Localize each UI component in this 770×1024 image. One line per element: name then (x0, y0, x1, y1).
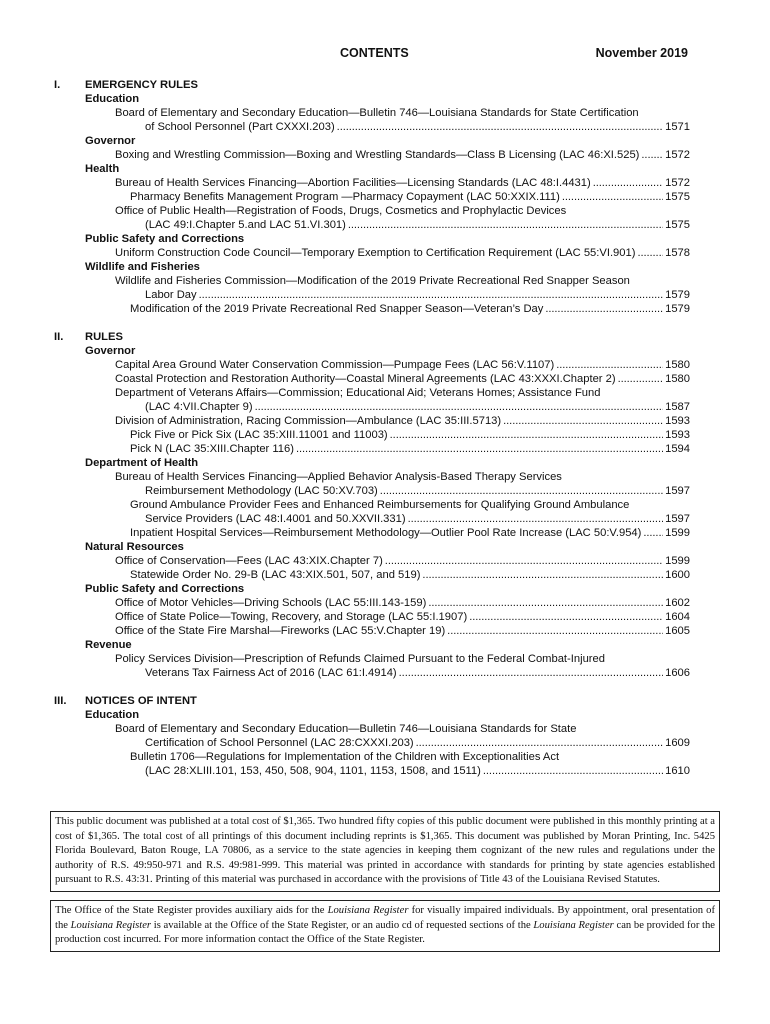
toc-entry[interactable] (0, 442, 770, 456)
dot-leader (562, 190, 663, 204)
entry-title: (LAC 4:VII.Chapter 9) (145, 401, 253, 413)
dot-leader (428, 596, 663, 610)
entry-line: Ground Ambulance Provider Fees and Enhanced Reimbursements for Qualifying Ground Ambulance (130, 499, 630, 511)
cost-notice-text: This public document was published at a total cost of $1,365. Two hundred fifty copies of this public document were published in this monthly printing at a cost of $1,365. The total cost of all printings of this document including reprints is $1,365. This document was published by Moran Printing, Inc. 5425 Florida Boulevard, Baton Rouge, LA 70806, as a service to the state agencies in keeping them cognizant of the new rules and regulations under the authority of R.S. 49:950-971 and R.S. 49:981-999. This material was printed in accordance with standards for printing by state agencies established pursuant to R.S. 43:31. Printing of this material was purchased in accordance with the provisions of Title 43 of the Louisiana Revised Statutes. (55, 816, 715, 886)
entry-leader-line (130, 302, 690, 316)
entry-title: Office of the State Fire Marshal—Fireworks (LAC 55:V.Chapter 19) (115, 625, 446, 637)
dot-leader (556, 358, 663, 372)
entry-title: Division of Administration, Racing Commission—Ambulance (LAC 35:III.5713) (115, 415, 502, 427)
entry-leader-line (145, 484, 690, 498)
page-number: 1587 (665, 401, 690, 413)
page-number: 1606 (665, 667, 690, 679)
entry-title: Capital Area Ground Water Conservation Commission—Pumpage Fees (LAC 56:V.1107) (115, 359, 555, 371)
dot-leader (199, 288, 663, 302)
page-header (0, 46, 770, 64)
page-number: 1597 (665, 485, 690, 497)
dot-leader (637, 246, 663, 260)
dot-leader (416, 736, 663, 750)
page-number: 1593 (665, 429, 690, 441)
page-number: 1575 (665, 219, 690, 231)
page-number: 1580 (665, 359, 690, 371)
page-number: 1605 (665, 625, 690, 637)
contents-heading: CONTENTS (340, 46, 409, 60)
page-number: 1599 (665, 527, 690, 539)
page-number: 1600 (665, 569, 690, 581)
entry-title: Uniform Construction Code Council—Temporary Exemption to Certification Requirement (LAC 55:VI.901) (115, 247, 636, 259)
section-numeral: II. (54, 331, 64, 343)
entry-leader-line (115, 554, 690, 568)
toc-entry[interactable] (0, 750, 770, 778)
toc-entry[interactable] (0, 568, 770, 582)
page-number: 1580 (665, 373, 690, 385)
dot-leader (255, 400, 664, 414)
toc-entry[interactable] (0, 148, 770, 162)
entry-leader-line (115, 610, 690, 624)
entry-title: Office of Motor Vehicles—Driving Schools (LAC 55:III.143-159) (115, 597, 427, 609)
page-number: 1610 (665, 765, 690, 777)
entry-leader-line (145, 400, 690, 414)
toc-entry[interactable] (0, 554, 770, 568)
entry-title: Office of State Police—Towing, Recovery, and Storage (LAC 55:I.1907) (115, 611, 468, 623)
entry-leader-line (115, 148, 690, 162)
category-heading: Education (85, 93, 140, 105)
dot-leader (593, 176, 663, 190)
entry-line: Wildlife and Fisheries Commission—Modification of the 2019 Private Recreational Red Snapper Season (115, 275, 630, 287)
entry-title: Pharmacy Benefits Management Program —Pharmacy Copayment (LAC 50:XXIX.111) (130, 191, 560, 203)
toc-entry[interactable] (0, 652, 770, 680)
toc-section (0, 78, 770, 316)
dot-leader (337, 120, 663, 134)
entry-title: Modification of the 2019 Private Recreational Red Snapper Season—Veteran’s Day (130, 303, 544, 315)
toc-entry[interactable] (0, 428, 770, 442)
entry-leader-line (130, 442, 690, 456)
toc-entry[interactable] (0, 624, 770, 638)
page-number: 1597 (665, 513, 690, 525)
entry-line: Bulletin 1706—Regulations for Implementation of the Children with Exceptionalities Act (130, 751, 560, 763)
entry-title: Reimbursement Methodology (LAC 50:XV.703) (145, 485, 378, 497)
toc-entry[interactable] (0, 274, 770, 302)
entry-leader-line (115, 624, 690, 638)
toc-section (0, 694, 770, 778)
toc-entry[interactable] (0, 470, 770, 498)
page-number: 1602 (665, 597, 690, 609)
category-heading: Wildlife and Fisheries (85, 261, 200, 273)
page-number: 1572 (665, 177, 690, 189)
dot-leader (380, 484, 663, 498)
category-heading: Education (85, 709, 140, 721)
dot-leader (348, 218, 663, 232)
entry-leader-line (145, 288, 690, 302)
section-numeral: III. (54, 695, 67, 707)
dot-leader (422, 568, 663, 582)
entry-leader-line (130, 190, 690, 204)
dot-leader (385, 554, 663, 568)
section-numeral: I. (54, 79, 61, 91)
entry-title: Coastal Protection and Restoration Authority—Coastal Mineral Agreements (LAC 43:XXXI.Chapter 2) (115, 373, 616, 385)
entry-title: Pick N (LAC 35:XIII.Chapter 116) (130, 443, 294, 455)
entry-leader-line (145, 764, 690, 778)
entry-title: Boxing and Wrestling Commission—Boxing and Wrestling Standards—Class B Licensing (LAC 46:XI.525) (115, 149, 640, 161)
page-number: 1594 (665, 443, 690, 455)
entry-leader-line (115, 176, 690, 190)
entry-title: Pick Five or Pick Six (LAC 35:XIII.11001 and 11003) (130, 429, 388, 441)
entry-leader-line (130, 428, 690, 442)
toc-entry[interactable] (0, 302, 770, 316)
toc-entry[interactable] (0, 722, 770, 750)
dot-leader (618, 372, 664, 386)
toc-entry[interactable] (0, 176, 770, 190)
toc-entry[interactable] (0, 610, 770, 624)
toc-entry[interactable] (0, 246, 770, 260)
toc-entry[interactable] (0, 498, 770, 526)
dot-leader (447, 624, 663, 638)
aids-text-2: for visually impaired individuals. By appointment, oral presentation of the (55, 905, 715, 931)
toc-entry[interactable] (0, 204, 770, 232)
page-number: 1578 (665, 247, 690, 259)
page-number: 1609 (665, 737, 690, 749)
page-number: 1579 (665, 303, 690, 315)
entry-title: Service Providers (LAC 48:I.4001 and 50.XXVII.331) (145, 513, 406, 525)
entry-title: Veterans Tax Fairness Act of 2016 (LAC 61:I.4914) (145, 667, 397, 679)
dot-leader (643, 526, 663, 540)
entry-leader-line (145, 218, 690, 232)
entry-leader-line (115, 358, 690, 372)
dot-leader (641, 148, 663, 162)
toc-entry[interactable] (0, 386, 770, 414)
entry-line: Department of Veterans Affairs—Commission; Educational Aid; Veterans Homes; Assistance Fund (115, 387, 601, 399)
entry-title: (LAC 49:I.Chapter 5.and LAC 51.VI.301) (145, 219, 346, 231)
publication-cost-notice (50, 811, 720, 892)
toc-entry[interactable] (0, 372, 770, 386)
aids-text-1: The Office of the State Register provides auxiliary aids for the (55, 905, 328, 916)
issue-date: November 2019 (595, 46, 688, 60)
toc-section (0, 330, 770, 680)
entry-leader-line (130, 568, 690, 582)
page-number: 1571 (665, 121, 690, 133)
aids-register-1: Louisiana Register (327, 905, 409, 916)
dot-leader (545, 302, 663, 316)
entry-title: Office of Conservation—Fees (LAC 43:XIX.Chapter 7) (115, 555, 383, 567)
aids-register-2: Louisiana Register (70, 919, 152, 931)
entry-title: Statewide Order No. 29-B (LAC 43:XIX.501, 507, and 519) (130, 569, 421, 581)
entry-leader-line (145, 736, 690, 750)
dot-leader (483, 764, 663, 778)
toc-entry[interactable] (0, 596, 770, 610)
entry-line: Bureau of Health Services Financing—Applied Behavior Analysis-Based Therapy Services (115, 471, 562, 483)
category-heading: Natural Resources (85, 541, 184, 553)
dot-leader (408, 512, 664, 526)
entry-line: Office of Public Health—Registration of Foods, Drugs, Cosmetics and Prophylactic Devices (115, 205, 567, 217)
entry-leader-line (145, 120, 690, 134)
dot-leader (390, 428, 663, 442)
entry-leader-line (115, 372, 690, 386)
category-heading: Governor (85, 135, 136, 147)
category-heading: Revenue (85, 639, 132, 651)
page-number: 1579 (665, 289, 690, 301)
entry-leader-line (145, 512, 690, 526)
toc-entry[interactable] (0, 106, 770, 134)
page-number: 1604 (665, 611, 690, 623)
dot-leader (503, 414, 663, 428)
toc-entry[interactable] (0, 358, 770, 372)
entry-title: of School Personnel (Part CXXXI.203) (145, 121, 335, 133)
section-title: RULES (85, 331, 123, 343)
auxiliary-aids-notice (50, 900, 720, 952)
entry-line: Board of Elementary and Secondary Education—Bulletin 746—Louisiana Standards for State Certification (115, 107, 639, 119)
entry-title: Labor Day (145, 289, 197, 301)
entry-leader-line (115, 414, 690, 428)
section-title: EMERGENCY RULES (85, 79, 198, 91)
page-number: 1575 (665, 191, 690, 203)
aids-register-3: Louisiana Register (533, 919, 614, 931)
entry-line: Policy Services Division—Prescription of Refunds Claimed Pursuant to the Federal Combat-Injured (115, 653, 605, 665)
dot-leader (469, 610, 663, 624)
dot-leader (296, 442, 663, 456)
entry-title: Certification of School Personnel (LAC 28:CXXXI.203) (145, 737, 414, 749)
category-heading: Health (85, 163, 120, 175)
toc-entry[interactable] (0, 414, 770, 428)
entry-line: Board of Elementary and Secondary Education—Bulletin 746—Louisiana Standards for State (115, 723, 577, 735)
page-number: 1593 (665, 415, 690, 427)
entry-title: Inpatient Hospital Services—Reimbursement Methodology—Outlier Pool Rate Increase (LAC 50:V.954) (130, 527, 642, 539)
dot-leader (399, 666, 663, 680)
page-number: 1572 (665, 149, 690, 161)
entry-leader-line (145, 666, 690, 680)
entry-leader-line (115, 596, 690, 610)
page-number: 1599 (665, 555, 690, 567)
toc-entry[interactable] (0, 190, 770, 204)
category-heading: Public Safety and Corrections (85, 583, 245, 595)
table-of-contents (0, 78, 770, 792)
entry-leader-line (115, 246, 690, 260)
entry-title: (LAC 28:XLIII.101, 153, 450, 508, 904, 1101, 1153, 1508, and 1511) (145, 765, 481, 777)
entry-leader-line (130, 526, 690, 540)
category-heading: Governor (85, 345, 136, 357)
section-title: NOTICES OF INTENT (85, 695, 197, 707)
toc-entry[interactable] (0, 526, 770, 540)
aids-text-4: can be provided for the production cost incurred. For more information contact the Office of the State Register. (55, 919, 716, 946)
entry-title: Bureau of Health Services Financing—Abortion Facilities—Licensing Standards (LAC 48:I.4431) (115, 177, 591, 189)
aids-text-3: is available at the Office of the State Register, or an audio cd of requested sections of the (151, 919, 534, 931)
category-heading: Department of Health (85, 457, 199, 469)
category-heading: Public Safety and Corrections (85, 233, 245, 245)
